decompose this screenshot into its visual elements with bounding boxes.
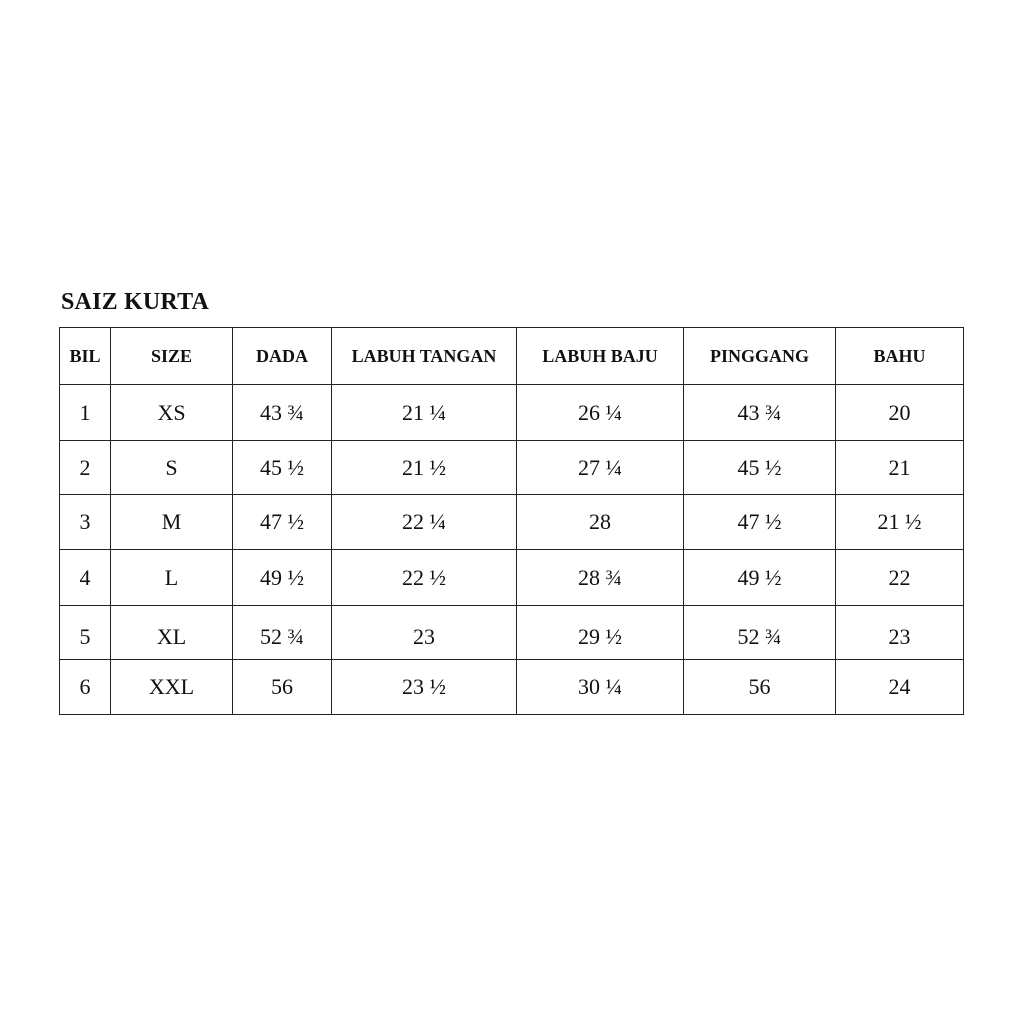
cell-labuh-tangan: 21 ½: [332, 441, 517, 495]
cell-pinggang: 45 ½: [684, 441, 836, 495]
table-row: [60, 495, 964, 550]
cell-labuh-baju: 26 ¼: [517, 385, 684, 441]
cell-bahu: 23: [836, 606, 964, 660]
header-bil: BIL: [60, 328, 111, 385]
page-title: SAIZ KURTA: [61, 289, 210, 315]
cell-labuh-baju: 28: [517, 495, 684, 550]
table-header-row: [60, 328, 964, 385]
cell-bahu: 20: [836, 385, 964, 441]
cell-bil: 2: [60, 441, 111, 495]
cell-labuh-baju: 28 ¾: [517, 550, 684, 606]
cell-bil: 1: [60, 385, 111, 441]
cell-bahu: 24: [836, 660, 964, 715]
cell-bil: 3: [60, 495, 111, 550]
cell-dada: 47 ½: [233, 495, 332, 550]
cell-bahu: 22: [836, 550, 964, 606]
cell-size: L: [111, 550, 233, 606]
table-row: [60, 550, 964, 606]
cell-bahu: 21 ½: [836, 495, 964, 550]
table-row: [60, 660, 964, 715]
header-size: SIZE: [111, 328, 233, 385]
header-bahu: BAHU: [836, 328, 964, 385]
cell-dada: 45 ½: [233, 441, 332, 495]
header-pinggang: PINGGANG: [684, 328, 836, 385]
table-row: [60, 385, 964, 441]
cell-dada: 52 ¾: [233, 606, 332, 660]
header-labuh-tangan: LABUH TANGAN: [332, 328, 517, 385]
cell-labuh-tangan: 22 ¼: [332, 495, 517, 550]
cell-bil: 5: [60, 606, 111, 660]
cell-dada: 49 ½: [233, 550, 332, 606]
cell-bil: 4: [60, 550, 111, 606]
cell-labuh-tangan: 22 ½: [332, 550, 517, 606]
table-row: [60, 441, 964, 495]
size-table: [59, 327, 964, 715]
cell-pinggang: 47 ½: [684, 495, 836, 550]
cell-labuh-tangan: 21 ¼: [332, 385, 517, 441]
cell-labuh-baju: 27 ¼: [517, 441, 684, 495]
cell-labuh-tangan: 23: [332, 606, 517, 660]
cell-bil: 6: [60, 660, 111, 715]
header-dada: DADA: [233, 328, 332, 385]
cell-bahu: 21: [836, 441, 964, 495]
cell-pinggang: 43 ¾: [684, 385, 836, 441]
cell-dada: 43 ¾: [233, 385, 332, 441]
cell-size: XXL: [111, 660, 233, 715]
cell-size: XL: [111, 606, 233, 660]
cell-size: XS: [111, 385, 233, 441]
cell-size: S: [111, 441, 233, 495]
cell-dada: 56: [233, 660, 332, 715]
table-row: [60, 606, 964, 660]
cell-labuh-baju: 30 ¼: [517, 660, 684, 715]
cell-labuh-baju: 29 ½: [517, 606, 684, 660]
cell-pinggang: 52 ¾: [684, 606, 836, 660]
cell-pinggang: 49 ½: [684, 550, 836, 606]
header-labuh-baju: LABUH BAJU: [517, 328, 684, 385]
cell-size: M: [111, 495, 233, 550]
cell-labuh-tangan: 23 ½: [332, 660, 517, 715]
cell-pinggang: 56: [684, 660, 836, 715]
